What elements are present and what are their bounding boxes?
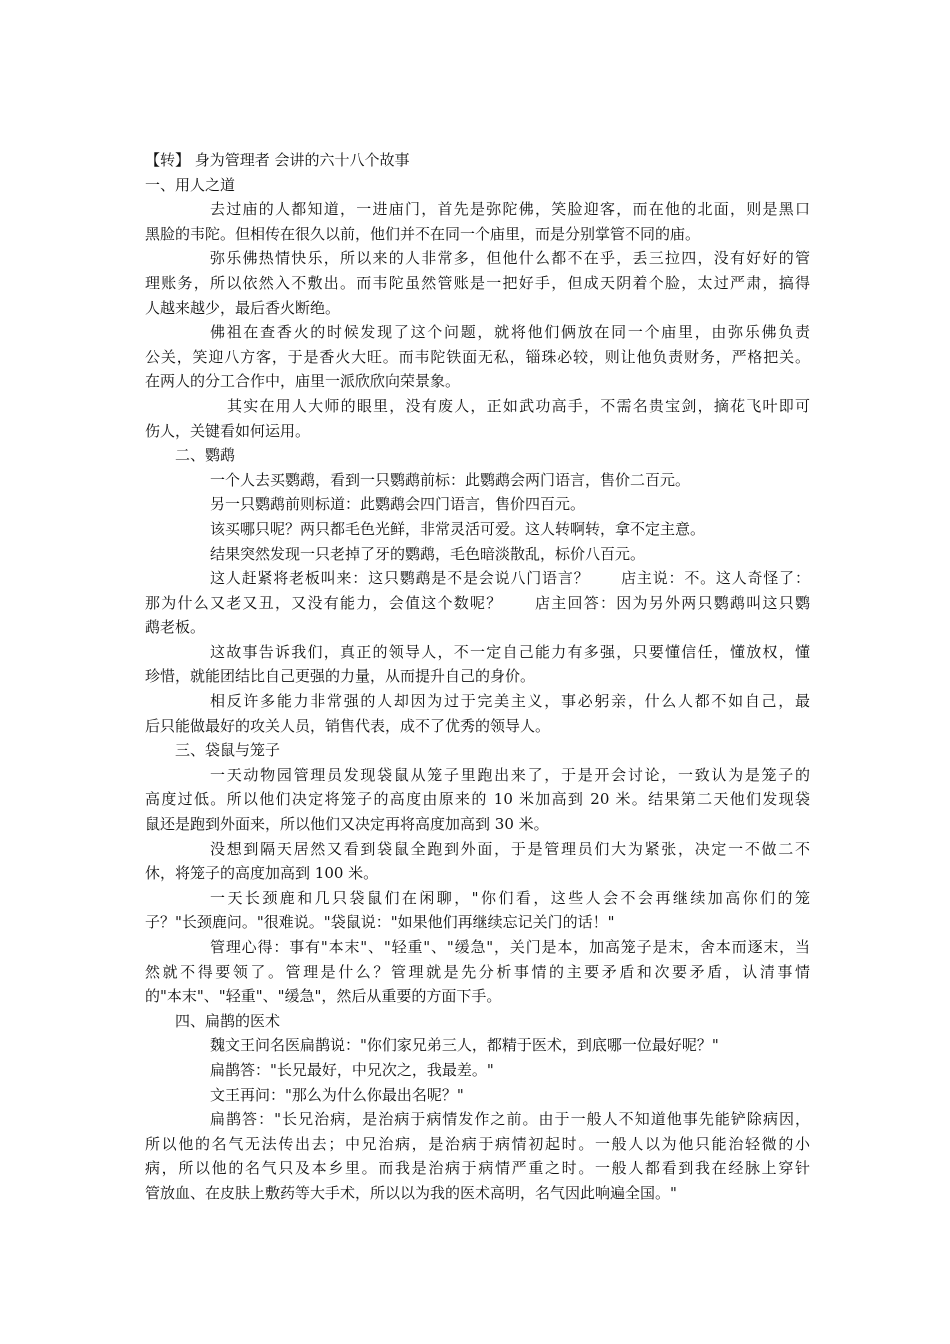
text-line: 鹉老板。: [145, 618, 206, 637]
text-line: 二、鹦鹉: [175, 446, 236, 465]
text-line: 病，所以他的名气只及本乡里。而我是治病于病情严重之时。一般人都看到我在经脉上穿针: [145, 1159, 810, 1178]
text-line: 其实在用人大师的眼里，没有废人，正如武功高手，不需名贵宝剑，摘花飞叶即可: [227, 396, 810, 415]
text-line: 去过庙的人都知道，一进庙门，首先是弥陀佛，笑脸迎客，而在他的北面，则是黑口: [210, 200, 810, 219]
text-line: 管放血、在皮肤上敷药等大手术，所以以为我的医术高明，名气因此响遍全国。": [145, 1183, 677, 1202]
document-title: 【转】 身为管理者 会讲的六十八个故事: [145, 151, 410, 169]
text-line: 珍惜，就能团结比自己更强的力量，从而提升自己的身价。: [145, 667, 536, 686]
text-line: 黑脸的韦陀。但相传在很久以前，他们并不在同一个庙里，而是分别掌管不同的庙。: [145, 224, 701, 243]
text-line: 鼠还是跑到外面来，所以他们又决定再将高度加高到 30 米。: [145, 815, 549, 834]
text-line: 魏文王问名医扁鹊说："你们家兄弟三人，都精于医术，到底哪一位最好呢？": [210, 1036, 719, 1055]
text-line: 这人赶紧将老板叫来：这只鹦鹉是不是会说八门语言？ 店主说：不。这人奇怪了：: [210, 569, 810, 588]
text-line: 一天动物园管理员发现袋鼠从笼子里跑出来了，于是开会讨论，一致认为是笼子的: [210, 765, 810, 784]
text-line: 弥乐佛热情快乐，所以来的人非常多，但他什么都不在乎，丢三拉四，没有好好的管: [210, 249, 810, 268]
text-line: 高度过低。所以他们决定将笼子的高度由原来的 10 米加高到 20 米。结果第二天他们发现袋: [145, 790, 810, 809]
text-line: 扁鹊答："长兄最好，中兄次之，我最差。": [210, 1060, 494, 1079]
text-line: 佛祖在查香火的时候发现了这个问题，就将他们俩放在同一个庙里，由弥乐佛负责: [210, 323, 810, 342]
text-line: 结果突然发现一只老掉了牙的鹦鹉，毛色暗淡散乱，标价八百元。: [210, 544, 646, 563]
text-line: 人越来越少，最后香火断绝。: [145, 298, 341, 317]
text-line: 四、扁鹊的医术: [175, 1011, 281, 1030]
text-line: 相反许多能力非常强的人却因为过于完美主义，事必躬亲，什么人都不如自己，最: [210, 692, 810, 711]
text-line: 公关，笑迎八方客，于是香火大旺。而韦陀铁面无私，锱珠必较，则让他负责财务，严格把关。: [145, 347, 810, 366]
text-line: 伤人，关键看如何运用。: [145, 421, 311, 440]
text-line: 扁鹊答："长兄治病，是治病于病情发作之前。由于一般人不知道他事先能铲除病因，: [210, 1110, 810, 1129]
text-line: 子？"长颈鹿问。"很难说。"袋鼠说："如果他们再继续忘记关门的话！": [145, 913, 615, 932]
document-body: [145, 148, 810, 1206]
text-line: 没想到隔天居然又看到袋鼠全跑到外面，于是管理员们大为紧张，决定一不做二不: [210, 839, 810, 858]
text-line: 该买哪只呢？两只都毛色光鲜，非常灵活可爱。这人转啊转，拿不定主意。: [210, 519, 706, 538]
text-line: 一、用人之道: [145, 175, 236, 194]
text-line: 一天长颈鹿和几只袋鼠们在闲聊，"你们看，这些人会不会再继续加高你们的笼: [210, 888, 810, 907]
text-line: 理账务，所以依然入不敷出。而韦陀虽然管账是一把好手，但成天阴着个脸，太过严肃，搞得: [145, 273, 810, 292]
text-line: 那为什么又老又丑，又没有能力，会值这个数呢？ 店主回答：因为另外两只鹦鹉叫这只鹦: [145, 593, 810, 612]
text-line: 在两人的分工合作中，庙里一派欣欣向荣景象。: [145, 372, 461, 391]
text-line: 一个人去买鹦鹉，看到一只鹦鹉前标：此鹦鹉会两门语言，售价二百元。: [210, 470, 691, 489]
text-line: 所以他的名气无法传出去；中兄治病，是治病于病情初起时。一般人以为他只能治轻微的小: [145, 1134, 810, 1153]
text-line: 三、袋鼠与笼子: [175, 741, 281, 760]
text-line: 另一只鹦鹉前则标道：此鹦鹉会四门语言，售价四百元。: [210, 495, 586, 514]
text-line: 的"本末"、"轻重"、"缓急"，然后从重要的方面下手。: [145, 987, 502, 1006]
text-line: 管理心得：事有"本末"、"轻重"、"缓急"，关门是本，加高笼子是末，舍本而逐末，当: [210, 938, 810, 956]
text-line: 后只能做最好的攻关人员，销售代表，成不了优秀的领导人。: [145, 716, 551, 735]
text-line: 然就不得要领了。管理是什么？管理就是先分析事情的主要矛盾和次要矛盾，认清事情: [145, 962, 810, 981]
text-line: 文王再问："那么为什么你最出名呢？": [210, 1085, 464, 1104]
text-line: 这故事告诉我们，真正的领导人，不一定自己能力有多强，只要懂信任，懂放权，懂: [210, 642, 810, 661]
text-line: 休，将笼子的高度加高到 100 米。: [145, 864, 379, 883]
